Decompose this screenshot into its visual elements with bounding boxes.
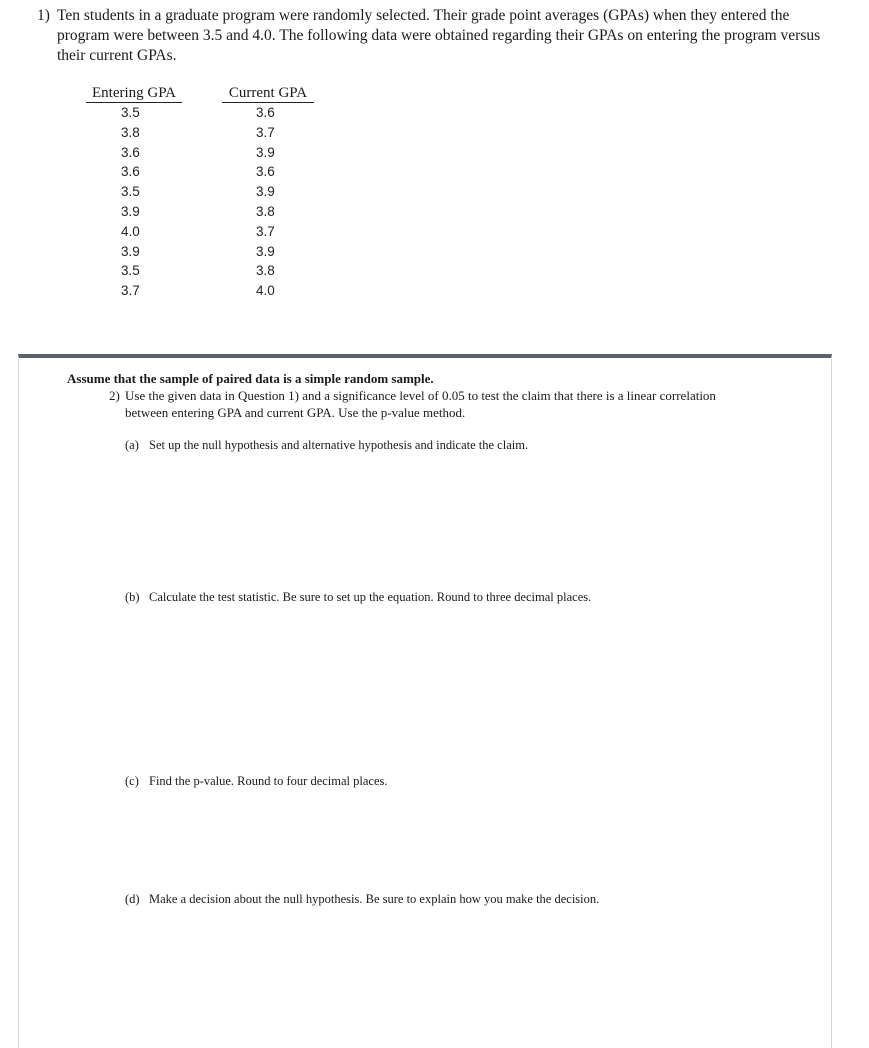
entering-gpa-cell: 3.5 xyxy=(121,263,140,279)
part-b-letter: (b) xyxy=(125,590,140,604)
current-gpa-cell: 4.0 xyxy=(256,283,275,299)
current-gpa-cell: 3.8 xyxy=(256,203,275,219)
entering-gpa-cell: 3.5 xyxy=(121,105,140,120)
entering-gpa-cell: 3.5 xyxy=(121,184,140,200)
question-2-number: 2) xyxy=(109,388,120,403)
entering-gpa-cell: 3.6 xyxy=(121,144,140,160)
current-gpa-cell: 3.6 xyxy=(256,105,275,120)
question-2-page xyxy=(18,354,832,1048)
entering-gpa-column xyxy=(86,84,182,301)
current-gpa-header: Current GPA xyxy=(222,84,314,103)
current-gpa-cell: 3.6 xyxy=(256,164,275,180)
entering-gpa-header: Entering GPA xyxy=(86,84,182,103)
entering-gpa-cell: 4.0 xyxy=(121,223,140,239)
part-d-letter: (d) xyxy=(125,892,140,906)
part-b-text: Calculate the test statistic. Be sure to set up the equation. Round to three decimal places. xyxy=(149,590,592,604)
question-1 xyxy=(37,6,837,66)
current-gpa-cell: 3.8 xyxy=(256,263,275,279)
current-gpa-cell: 3.7 xyxy=(256,223,275,239)
part-c-letter: (c) xyxy=(125,774,139,788)
assumption-statement: Assume that the sample of paired data is a simple random sample. xyxy=(67,371,434,386)
question-2 xyxy=(109,387,729,421)
question-1-text: Ten students in a graduate program were randomly selected. Their grade point averages (GPAs) when they entered the program were between 3.5 and 4.0. The following data were obtained regarding their GPAs on entering the program versus their current GPAs. xyxy=(57,7,821,64)
part-c xyxy=(125,773,387,789)
part-b xyxy=(125,589,591,605)
part-a-letter: (a) xyxy=(125,438,139,452)
entering-gpa-cell: 3.9 xyxy=(121,203,140,219)
part-d-text: Make a decision about the null hypothesis. Be sure to explain how you make the decision. xyxy=(149,892,600,906)
current-gpa-cell: 3.9 xyxy=(256,184,275,200)
current-gpa-column xyxy=(222,84,314,301)
current-gpa-cell: 3.7 xyxy=(256,124,275,140)
current-gpa-cell: 3.9 xyxy=(256,243,275,259)
entering-gpa-cell: 3.9 xyxy=(121,243,140,259)
part-a-text: Set up the null hypothesis and alternative hypothesis and indicate the claim. xyxy=(149,438,529,452)
question-1-number: 1) xyxy=(37,7,50,24)
question-2-text: Use the given data in Question 1) and a significance level of 0.05 to test the claim that there is a linear correlation between entering GPA and current GPA. Use the p-value method. xyxy=(125,388,716,420)
part-a xyxy=(125,437,528,453)
entering-gpa-cell: 3.6 xyxy=(121,164,140,180)
current-gpa-cell: 3.9 xyxy=(256,144,275,160)
entering-gpa-cell: 3.7 xyxy=(121,283,140,299)
part-d xyxy=(125,891,599,907)
entering-gpa-cell: 3.8 xyxy=(121,124,140,140)
part-c-text: Find the p-value. Round to four decimal places. xyxy=(149,774,388,788)
